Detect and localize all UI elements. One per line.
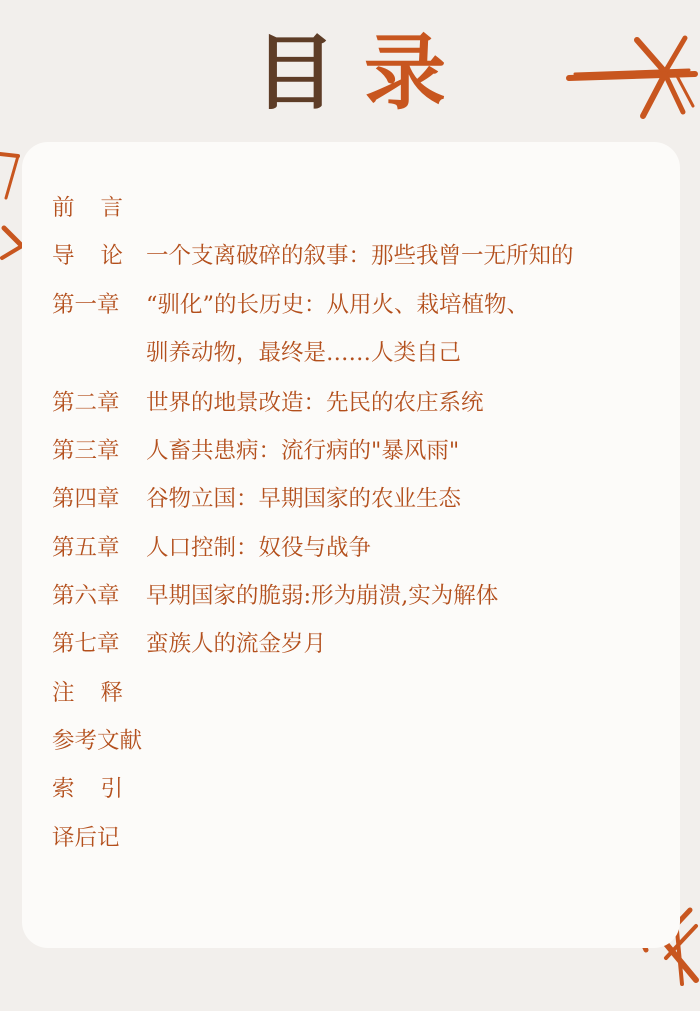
toc-section-label: 参考文献 — [52, 727, 143, 754]
toc-chapter-number: 第二章 — [52, 389, 120, 416]
toc-item-title: 人口控制：奴役与战争 — [146, 534, 372, 561]
title-char-2: 录 — [364, 26, 447, 121]
toc-list — [52, 184, 672, 862]
title-char-1: 目 — [253, 26, 336, 121]
toc-chapter-number: 第七章 — [52, 631, 120, 658]
toc-item-title: 人畜共患病：流行病的"暴风雨" — [146, 438, 460, 465]
toc-item-title: 早期国家的脆弱:形为崩溃,实为解体 — [146, 583, 499, 610]
toc-chapter-number: 第五章 — [52, 534, 120, 561]
toc-item-chapter-5[interactable] — [52, 524, 672, 572]
toc-chapter-number: 第一章 — [52, 291, 120, 318]
arrow-sketch-icon — [565, 30, 700, 125]
toc-item-preface[interactable] — [52, 184, 672, 232]
toc-section-label: 译后记 — [52, 824, 120, 851]
toc-item-title: 一个支离破碎的叙事：那些我曾一无所知的 — [146, 243, 574, 270]
toc-label-char: 索 — [52, 776, 75, 803]
toc-item-chapter-2[interactable] — [52, 379, 672, 427]
toc-item-title: “驯化”的长历史：从用火、栽培植物、 — [146, 291, 530, 318]
toc-label-char: 言 — [100, 195, 124, 221]
toc-chapter-number: 第六章 — [52, 583, 120, 610]
toc-item-index[interactable] — [52, 765, 672, 813]
toc-item-title: 蛮族人的流金岁月 — [146, 631, 327, 658]
toc-item-introduction[interactable] — [52, 232, 672, 280]
toc-item-chapter-1-cont[interactable] — [52, 329, 672, 379]
toc-item-chapter-4[interactable] — [52, 475, 672, 523]
toc-label-char: 注 — [52, 679, 75, 706]
toc-chapter-number: 第三章 — [52, 438, 120, 465]
toc-item-afterword[interactable] — [52, 814, 672, 862]
toc-chapter-number: 第四章 — [52, 486, 120, 513]
toc-label-char: 前 — [52, 195, 75, 221]
toc-item-chapter-7[interactable] — [52, 620, 672, 668]
toc-item-title: 世界的地景改造：先民的农庄系统 — [146, 389, 484, 416]
toc-item-chapter-3[interactable] — [52, 427, 672, 475]
toc-item-notes[interactable] — [52, 669, 672, 717]
toc-label-char: 引 — [100, 776, 124, 803]
toc-label-char: 论 — [100, 243, 124, 270]
toc-label-char: 释 — [100, 679, 124, 706]
toc-card — [22, 142, 680, 948]
toc-item-references[interactable] — [52, 717, 672, 765]
toc-item-title: 驯养动物，最终是……人类自己 — [146, 339, 462, 366]
toc-label-char: 导 — [52, 243, 75, 270]
toc-item-chapter-6[interactable] — [52, 572, 672, 620]
toc-item-title: 谷物立国：早期国家的农业生态 — [146, 486, 462, 513]
toc-item-chapter-1[interactable] — [52, 281, 672, 329]
